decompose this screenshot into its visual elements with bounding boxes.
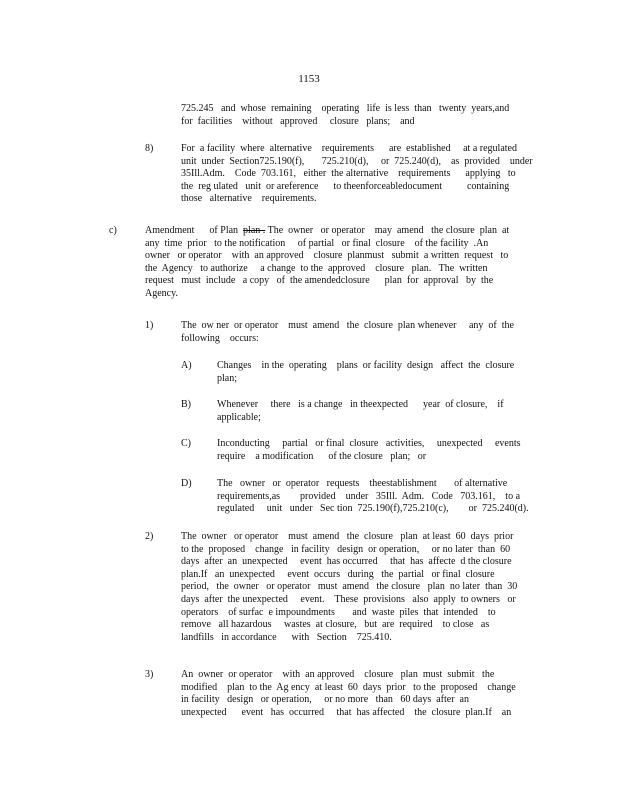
- text-line: applicable;: [217, 411, 261, 423]
- text-line: 725.245 and whose remaining operating life is less than twenty years,and: [181, 103, 510, 114]
- item-2-text: [181, 531, 517, 644]
- text-line: For a facility where alternative requirements are established at a regulated: [181, 143, 517, 154]
- text-line: Amendment of Plan plan . The owner or operator may amend the closure plan at: [145, 225, 510, 236]
- text-line: request must include a copy of the amendedclosure plan for approval by the: [145, 275, 494, 287]
- item-B-label: B): [181, 399, 191, 410]
- item-8-text: [181, 143, 533, 206]
- item-3-label: 3): [145, 669, 154, 680]
- item-A-label: A): [181, 360, 192, 371]
- text-line: The owner or operator requests theestablishment of alternative: [217, 478, 508, 489]
- text-line: 35Ill.Adm. Code 703.161, either the alternative requirements applying to: [181, 168, 516, 180]
- text-line: landfills in accordance with Section 725.410.: [181, 631, 392, 643]
- item-1-label: 1): [145, 320, 154, 331]
- item-3-text: [181, 669, 516, 719]
- text-line: in facility design or operation, or no more than 60 days after an: [181, 694, 469, 706]
- item-2-label: 2): [145, 531, 154, 542]
- item-A-text: [217, 360, 514, 385]
- text-line: regulated unit under Sec tion 725.190(f),725.210(c), or 725.240(d).: [217, 503, 529, 515]
- text-line: require a modification of the closure plan; or: [217, 450, 427, 462]
- text-line: owner or operator with an approved closure planmust submit a written request to: [145, 250, 509, 262]
- item-B-text: [217, 399, 504, 424]
- continuation-text: [181, 103, 509, 128]
- text-line: days after the unexpected event. These provisions also apply to owners or: [181, 593, 516, 605]
- text-line: period, the owner or operator must amend the closure plan no later than 30: [181, 581, 518, 593]
- text-line: Agency.: [145, 287, 178, 299]
- section-c-text: [145, 225, 509, 301]
- text-line: remove all hazardous wastes at closure, but are required to close as: [181, 619, 490, 631]
- item-C-label: C): [181, 438, 191, 449]
- text-line: the Agency to authorize a change to the approved closure plan. The written: [145, 262, 488, 274]
- text-line: requirements,as provided under 35Ill. Adm. Code 703.161, to a: [217, 490, 521, 502]
- text-line: plan.If an unexpected event occurs during the partial or final closure: [181, 568, 495, 580]
- item-D-text: [217, 478, 529, 516]
- page-number: 1153: [298, 73, 320, 85]
- text-line: The owner or operator must amend the closure plan at least 60 days prior: [181, 531, 514, 542]
- text-line: to the proposed change in facility design or operation, or no later than 60: [181, 543, 511, 555]
- text-line: modified plan to the Ag ency at least 60 days prior to the proposed change: [181, 681, 516, 693]
- text-line: following occurs:: [181, 332, 259, 344]
- item-D-label: D): [181, 478, 192, 489]
- text-line: Changes in the operating plans or facility design affect the closure: [217, 360, 515, 371]
- item-C-text: [217, 438, 521, 463]
- text-line: any time prior to the notification of partial or final closure of the facility .An: [145, 237, 489, 249]
- text-line: Inconducting partial or final closure activities, unexpected events: [217, 438, 521, 449]
- text-line: the reg ulated unit or areference to theenforceabledocument containing: [181, 180, 510, 192]
- text-line: for facilities without approved closure plans; and: [181, 115, 415, 127]
- text-line: unexpected event has occurred that has affected the closure plan.If an: [181, 706, 512, 718]
- section-c-label: c): [109, 225, 117, 236]
- text-line: The ow ner or operator must amend the closure plan whenever any of the: [181, 320, 514, 331]
- text-line: unit under Section725.190(f), 725.210(d), or 725.240(d), as provided under: [181, 155, 533, 167]
- text-line: those alternative requirements.: [181, 193, 317, 205]
- text-line: An owner or operator with an approved closure plan must submit the: [181, 669, 495, 680]
- text-line: plan;: [217, 372, 237, 384]
- item-1-text: [181, 320, 514, 345]
- text-line: Whenever there is a change in theexpected year of closure, if: [217, 399, 504, 410]
- struck-word: plan .: [243, 225, 266, 236]
- text-line: days after an unexpected event has occurred that has affecte d the closure: [181, 556, 512, 568]
- item-8-label: 8): [145, 143, 154, 154]
- text-line: operators of surfac e impoundments and waste piles that intended to: [181, 606, 496, 618]
